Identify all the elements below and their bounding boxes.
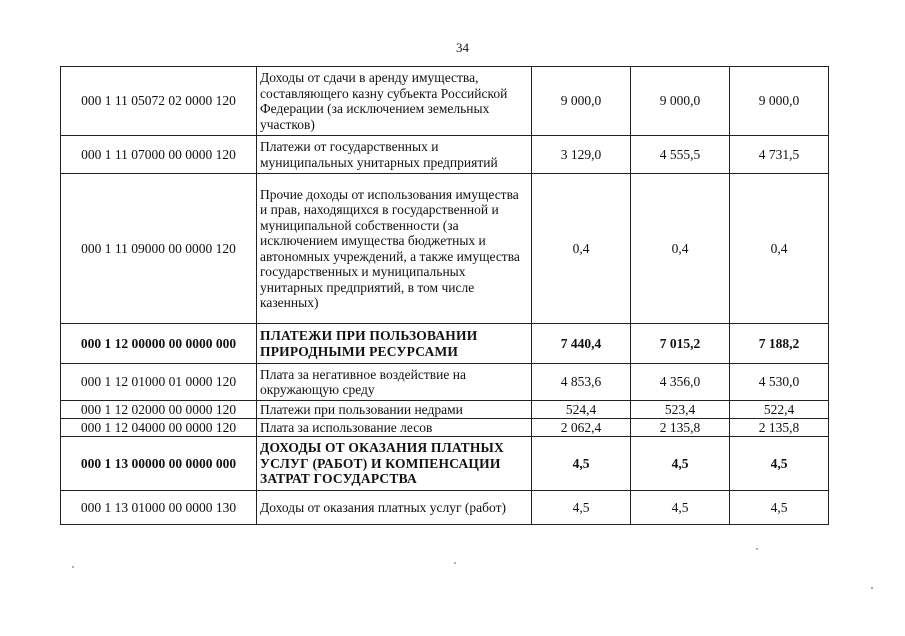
value-year2-cell: 523,4	[631, 401, 730, 419]
table-row	[61, 67, 829, 136]
value-year2-cell: 4 555,5	[631, 136, 730, 174]
value-year1-cell: 524,4	[532, 401, 631, 419]
table-row-section	[61, 437, 829, 491]
scan-speck	[756, 548, 758, 550]
value-year2-cell: 0,4	[631, 174, 730, 324]
table-row	[61, 174, 829, 324]
budget-code-cell: 000 1 13 00000 00 0000 000	[61, 437, 257, 491]
page-number: 34	[456, 40, 469, 55]
value-year2-cell: 7 015,2	[631, 324, 730, 364]
value-year2-cell: 2 135,8	[631, 419, 730, 437]
value-year1-cell: 3 129,0	[532, 136, 631, 174]
budget-code-cell: 000 1 11 09000 00 0000 120	[61, 174, 257, 324]
scan-speck	[72, 566, 74, 568]
revenue-table	[60, 66, 829, 525]
value-year3-cell: 4,5	[730, 491, 829, 525]
value-year3-cell: 7 188,2	[730, 324, 829, 364]
income-name-cell: ДОХОДЫ ОТ ОКАЗАНИЯ ПЛАТНЫХ УСЛУГ (РАБОТ) И КОМПЕНСАЦИИ ЗАТРАТ ГОСУДАРСТВА	[257, 437, 532, 491]
scan-speck	[454, 562, 456, 564]
income-name-cell: Плата за использование лесов	[257, 419, 532, 437]
income-name-cell: Платежи от государственных и муниципальных унитарных предприятий	[257, 136, 532, 174]
income-name-cell: Платежи при пользовании недрами	[257, 401, 532, 419]
table-row	[61, 419, 829, 437]
budget-code-cell: 000 1 11 07000 00 0000 120	[61, 136, 257, 174]
value-year1-cell: 9 000,0	[532, 67, 631, 136]
scan-speck	[871, 587, 873, 589]
value-year1-cell: 2 062,4	[532, 419, 631, 437]
value-year1-cell: 4,5	[532, 437, 631, 491]
value-year2-cell: 4 356,0	[631, 364, 730, 401]
table-row-section	[61, 324, 829, 364]
value-year3-cell: 2 135,8	[730, 419, 829, 437]
value-year3-cell: 522,4	[730, 401, 829, 419]
value-year1-cell: 4,5	[532, 491, 631, 525]
value-year1-cell: 0,4	[532, 174, 631, 324]
value-year3-cell: 4 731,5	[730, 136, 829, 174]
budget-code-cell: 000 1 11 05072 02 0000 120	[61, 67, 257, 136]
value-year2-cell: 4,5	[631, 437, 730, 491]
budget-code-cell: 000 1 12 00000 00 0000 000	[61, 324, 257, 364]
table-row	[61, 491, 829, 525]
value-year3-cell: 4 530,0	[730, 364, 829, 401]
budget-code-cell: 000 1 13 01000 00 0000 130	[61, 491, 257, 525]
value-year3-cell: 4,5	[730, 437, 829, 491]
budget-code-cell: 000 1 12 01000 01 0000 120	[61, 364, 257, 401]
value-year1-cell: 4 853,6	[532, 364, 631, 401]
income-name-cell: Доходы от сдачи в аренду имущества, составляющего казну субъекта Российской Федерации (за исключением земельных участков)	[257, 67, 532, 136]
value-year3-cell: 9 000,0	[730, 67, 829, 136]
value-year1-cell: 7 440,4	[532, 324, 631, 364]
table-row	[61, 364, 829, 401]
value-year2-cell: 4,5	[631, 491, 730, 525]
budget-code-cell: 000 1 12 02000 00 0000 120	[61, 401, 257, 419]
value-year2-cell: 9 000,0	[631, 67, 730, 136]
table-row	[61, 401, 829, 419]
income-name-cell: Доходы от оказания платных услуг (работ)	[257, 491, 532, 525]
income-name-cell: ПЛАТЕЖИ ПРИ ПОЛЬЗОВАНИИ ПРИРОДНЫМИ РЕСУРСАМИ	[257, 324, 532, 364]
income-name-cell: Прочие доходы от использования имущества и прав, находящихся в государственной и муниципальной собственности (за исключением имущества бюджетных и автономных учреждений, а также имущества государственных и муниципальных унитарных предприятий, в том числе казенных)	[257, 174, 532, 324]
value-year3-cell: 0,4	[730, 174, 829, 324]
budget-code-cell: 000 1 12 04000 00 0000 120	[61, 419, 257, 437]
table-row	[61, 136, 829, 174]
income-name-cell: Плата за негативное воздействие на окружающую среду	[257, 364, 532, 401]
